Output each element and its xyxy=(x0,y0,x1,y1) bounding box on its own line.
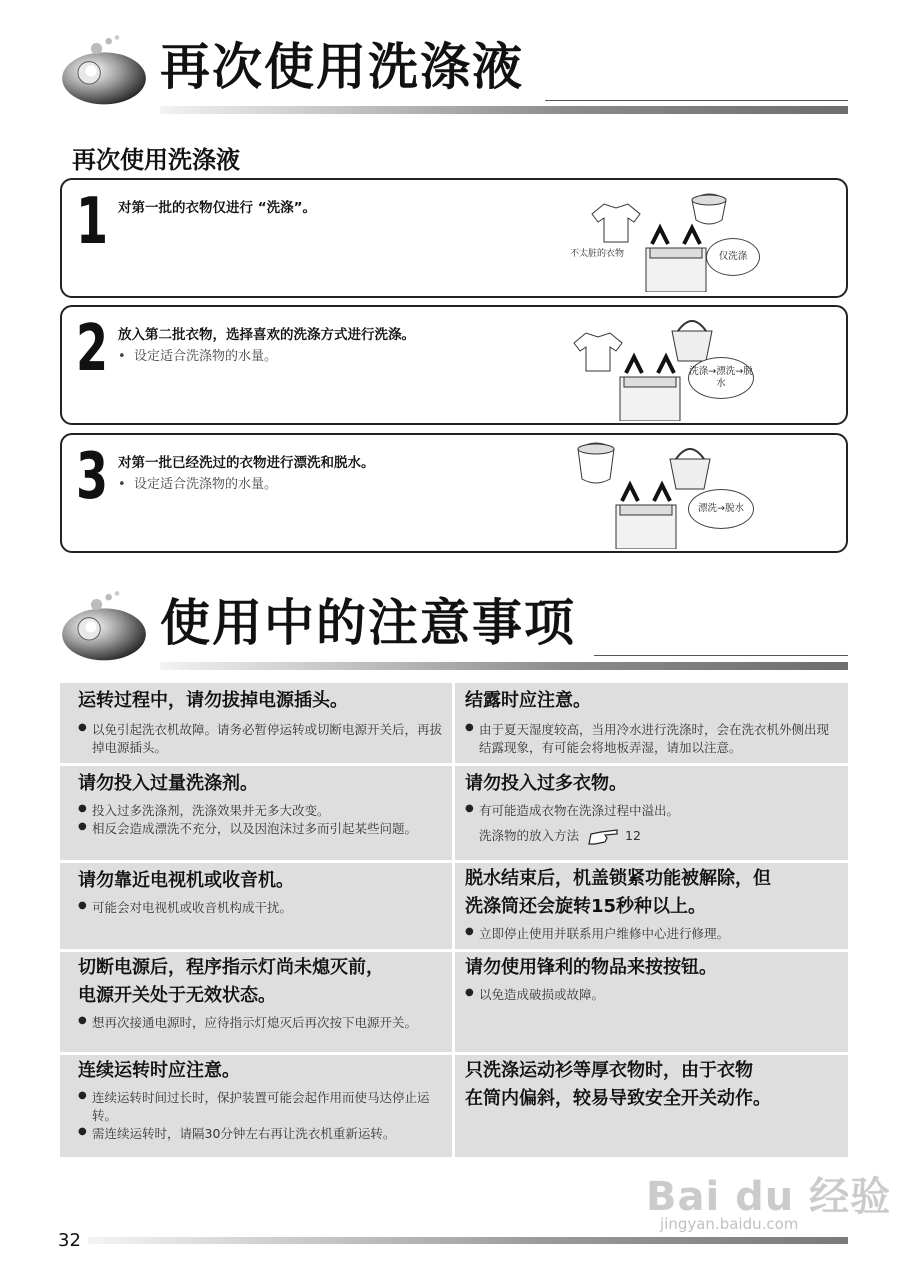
caution-bullet: ● 投入过多洗涤剂，洗涤效果并无多大改变。 xyxy=(78,802,444,820)
step-box-3 xyxy=(60,433,848,553)
section-title: 再次使用洗涤液 xyxy=(160,38,524,96)
section-logo-icon xyxy=(54,30,154,110)
step-bullet-text: 设定适合洗涤物的水量。 xyxy=(133,349,277,364)
subsection-title: 再次使用洗涤液 xyxy=(72,146,240,174)
caution-body xyxy=(465,925,840,943)
step-number: 3 xyxy=(76,440,109,514)
caution-cell xyxy=(455,766,848,860)
caution-title: 请勿投入过多衣物。 xyxy=(465,773,627,794)
footer-gradient-bar xyxy=(88,1237,848,1244)
caution-title: 运转过程中，请勿拔掉电源插头。 xyxy=(78,690,348,711)
title-gradient-bar xyxy=(160,662,848,670)
caution-bullet: ● 可能会对电视机或收音机构成干扰。 xyxy=(78,899,444,917)
watermark-brand: Bai du 经验 xyxy=(646,1174,892,1220)
caution-body xyxy=(78,899,444,917)
caution-bullet: ● 连续运转时间过长时，保护装置可能会起作用而使马达停止运转。 xyxy=(78,1089,444,1125)
page-number: 32 xyxy=(58,1230,81,1251)
step-label-bubble: 仅洗涤 xyxy=(706,238,760,276)
step-label-bubble: 漂洗→脱水 xyxy=(688,489,754,529)
step-box-2 xyxy=(60,305,848,425)
caution-cell xyxy=(455,952,848,1052)
caution-cell xyxy=(455,863,848,949)
caution-title: 洗涤筒还会旋转15秒种以上。 xyxy=(465,896,707,917)
caution-cell xyxy=(60,683,452,763)
step-text: 对第一批已经洗过的衣物进行漂洗和脱水。 xyxy=(118,455,375,471)
title-underline xyxy=(545,100,848,101)
caution-title: 在筒内偏斜，较易导致安全开关动作。 xyxy=(465,1088,771,1109)
caution-title: 切断电源后，程序指示灯尚未熄灭前， xyxy=(78,957,384,978)
caution-body xyxy=(465,802,840,846)
watermark-url: jingyan.baidu.com xyxy=(660,1215,799,1233)
step-label: 不太脏的衣物 xyxy=(570,249,625,259)
reference-page: 12 xyxy=(625,828,641,844)
caution-body xyxy=(78,721,444,757)
caution-bullet: ● 立即停止使用并联系用户维修中心进行修理。 xyxy=(465,925,840,943)
pointing-hand-icon xyxy=(587,826,621,846)
caution-title: 只洗涤运动衫等厚衣物时，由于衣物 xyxy=(465,1060,753,1081)
reference-text: 洗涤物的放入方法 xyxy=(479,828,580,844)
caution-body xyxy=(78,1014,444,1032)
caution-body xyxy=(465,986,840,1004)
title-underline xyxy=(594,655,848,656)
caution-bullet: ● 有可能造成衣物在洗涤过程中溢出。 xyxy=(465,802,840,820)
step-text: 放入第二批衣物，选择喜欢的洗涤方式进行洗涤。 xyxy=(118,327,415,343)
section-logo-icon xyxy=(54,586,154,666)
caution-title: 请勿使用锋利的物品来按按钮。 xyxy=(465,957,717,978)
step-label-bubble: 洗涤→漂洗→脱水 xyxy=(688,357,754,399)
step-bullet: • 设定适合洗涤物的水量。 xyxy=(118,349,277,364)
caution-cell xyxy=(60,863,452,949)
title-gradient-bar xyxy=(160,106,848,114)
step-box-1 xyxy=(60,178,848,298)
caution-body xyxy=(465,721,840,757)
caution-title: 请勿投入过量洗涤剂。 xyxy=(78,773,258,794)
caution-bullet: ● 以免引起洗衣机故障。请务必暂停运转或切断电源开关后，再拔掉电源插头。 xyxy=(78,721,444,757)
caution-cell xyxy=(60,952,452,1052)
caution-bullet: ● 以免造成破损或故障。 xyxy=(465,986,840,1004)
caution-bullet: ● 想再次接通电源时，应待指示灯熄灭后再次按下电源开关。 xyxy=(78,1014,444,1032)
caution-cell xyxy=(60,1055,452,1157)
step-bullet-text: 设定适合洗涤物的水量。 xyxy=(133,477,277,492)
page-reference xyxy=(465,826,840,846)
section-title: 使用中的注意事项 xyxy=(160,594,576,652)
step-text: 对第一批的衣物仅进行 “洗涤”。 xyxy=(118,200,316,216)
caution-bullet: ● 需连续运转时，请隔30分钟左右再让洗衣机重新运转。 xyxy=(78,1125,444,1143)
caution-bullet: ● 相反会造成漂洗不充分，以及因泡沫过多而引起某些问题。 xyxy=(78,820,444,838)
caution-body xyxy=(78,1089,444,1143)
caution-cell xyxy=(455,683,848,763)
caution-title: 请勿靠近电视机或收音机。 xyxy=(78,870,294,891)
caution-bullet: ● 由于夏天湿度较高，当用冷水进行洗涤时，会在洗衣机外侧出现结露现象，有可能会将地板弄湿，请加以注意。 xyxy=(465,721,840,757)
caution-title: 脱水结束后，机盖锁紧功能被解除，但 xyxy=(465,868,771,889)
caution-cell xyxy=(60,766,452,860)
caution-body xyxy=(78,802,444,838)
caution-title: 连续运转时应注意。 xyxy=(78,1060,240,1081)
caution-title: 结露时应注意。 xyxy=(465,690,591,711)
washing-machine-illustration xyxy=(582,188,782,292)
step-number: 1 xyxy=(76,185,109,259)
caution-cell xyxy=(455,1055,848,1157)
step-bullet: • 设定适合洗涤物的水量。 xyxy=(118,477,277,492)
caution-title: 电源开关处于无效状态。 xyxy=(78,985,276,1006)
step-number: 2 xyxy=(76,312,109,386)
